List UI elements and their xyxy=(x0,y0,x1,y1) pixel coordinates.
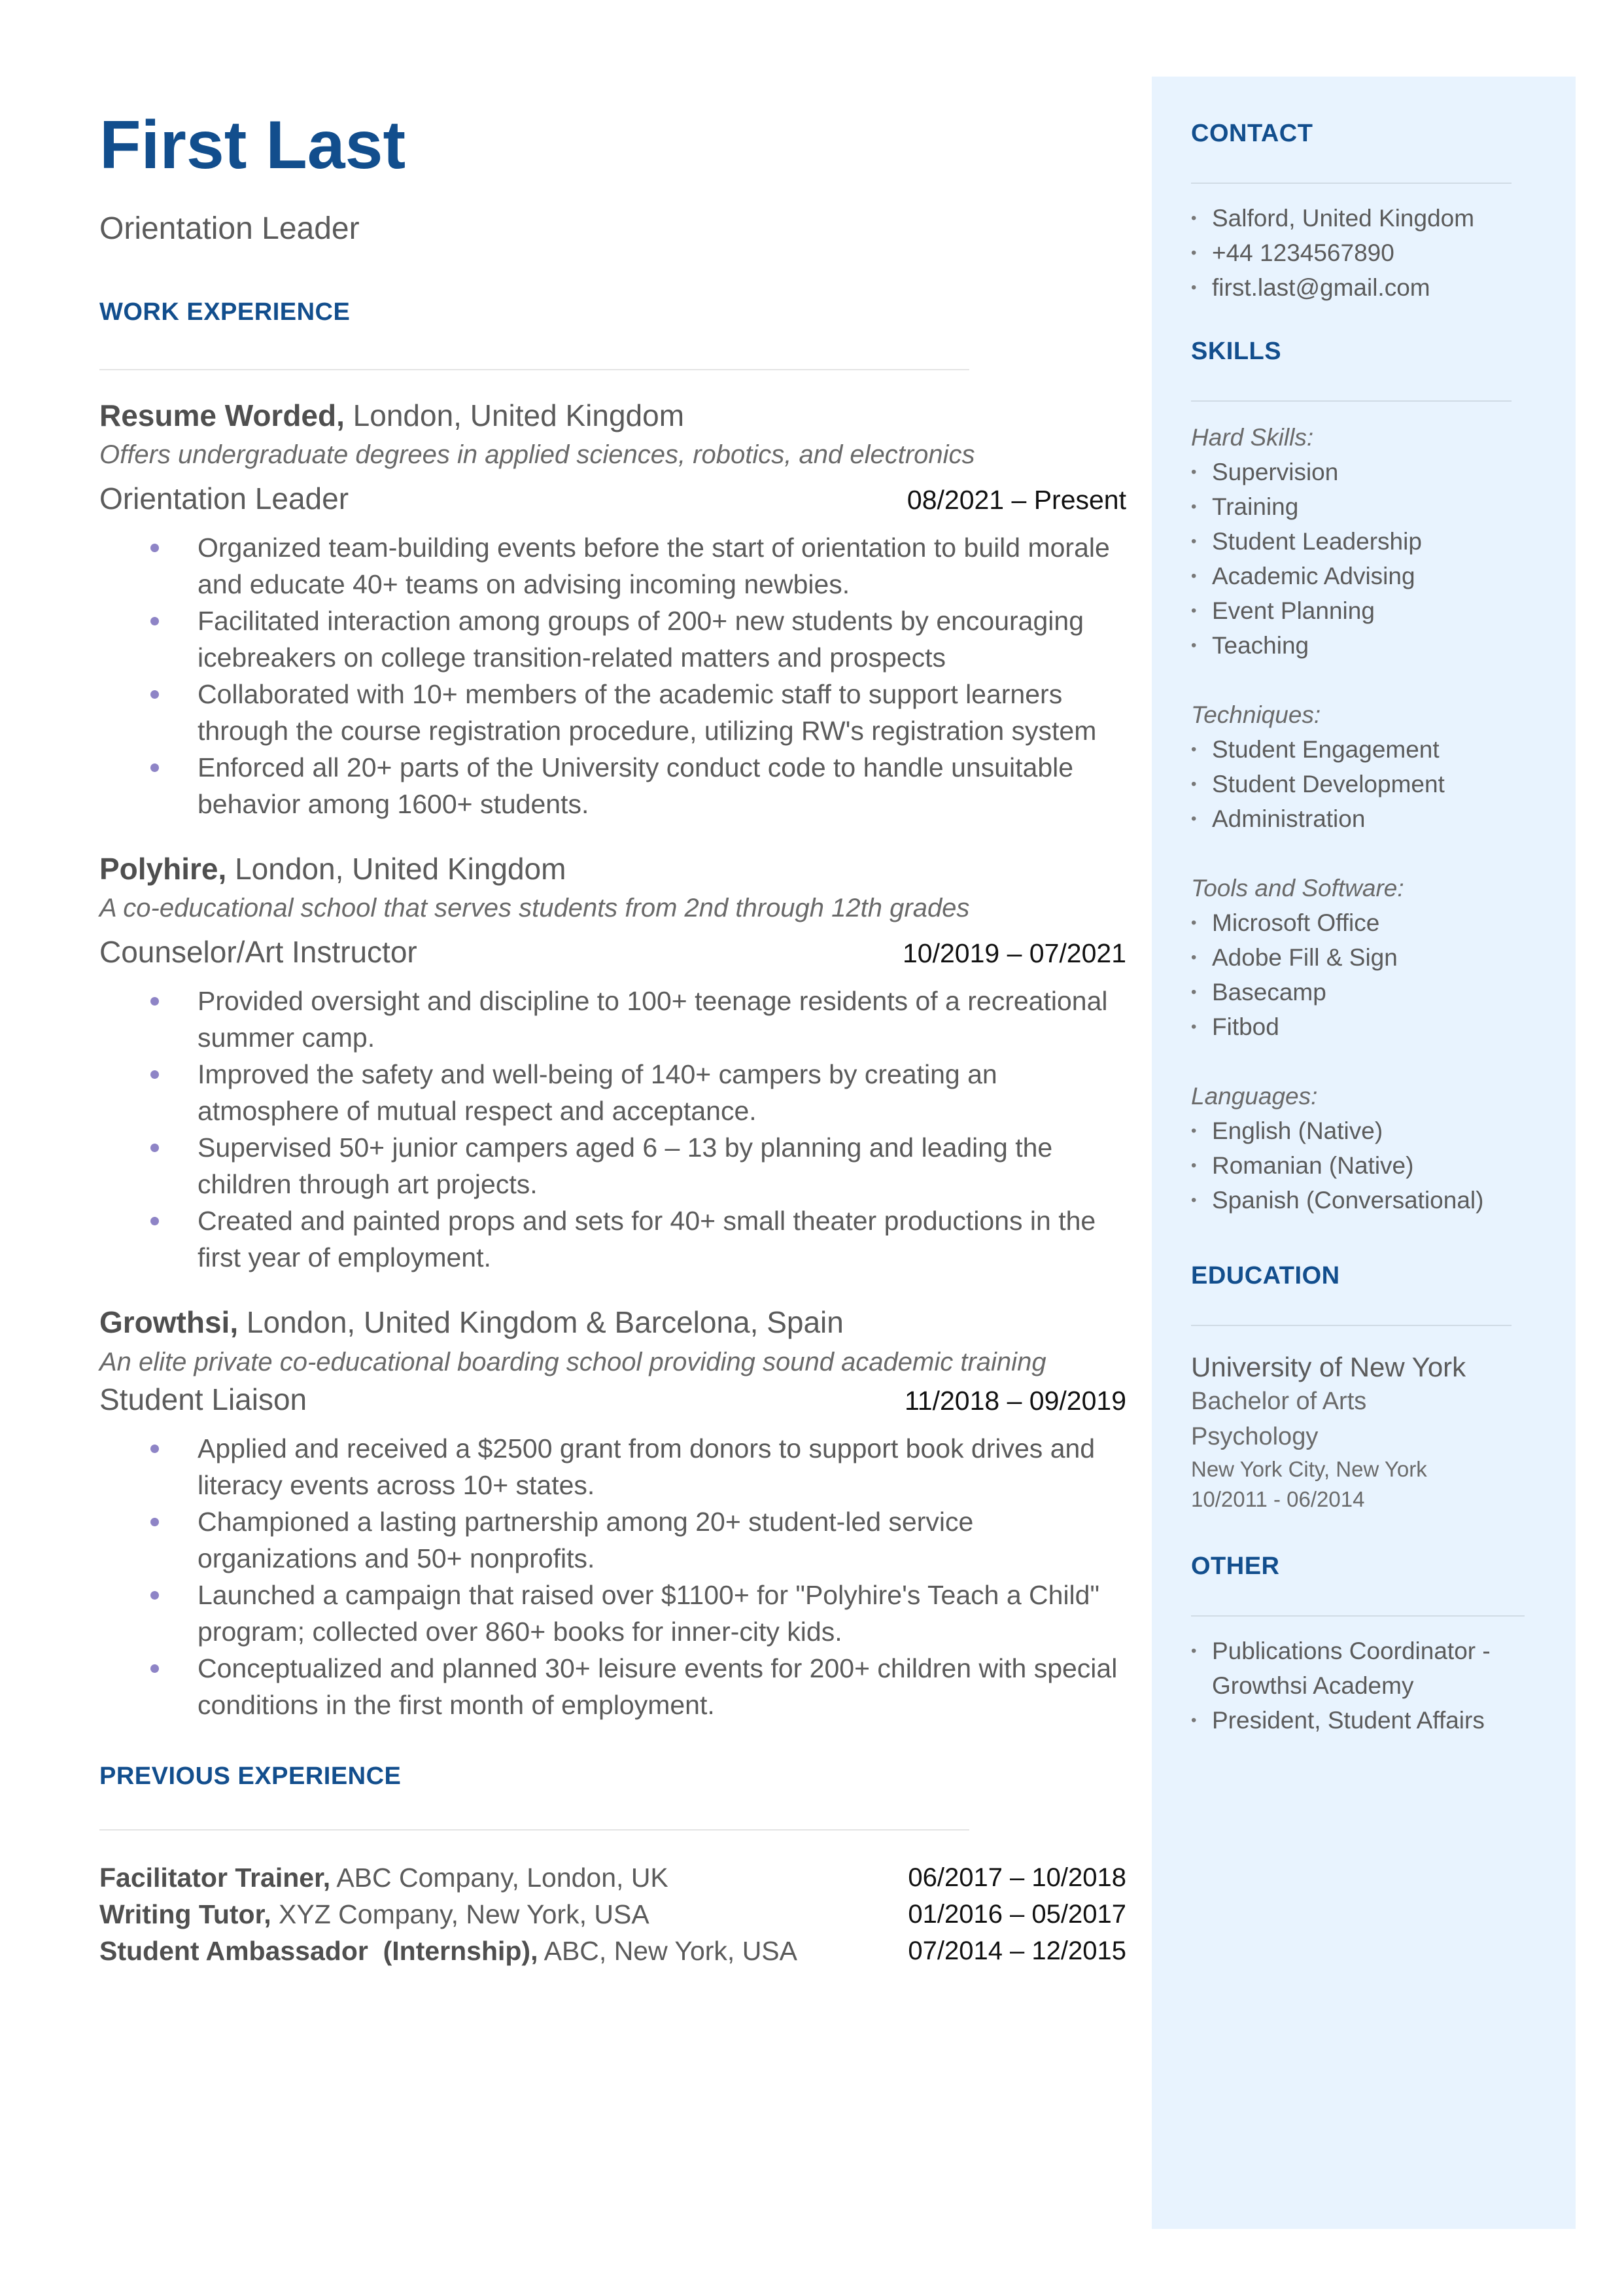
job-company-description: An elite private co-educational boarding school providing sound academic training xyxy=(99,1347,1046,1376)
job-entry xyxy=(99,1305,1126,1723)
job-bullet: Collaborated with 10+ members of the academic staff to support learners through the course registration procedure, utilizing RW's registration system xyxy=(99,676,1126,749)
skill-item: • Basecamp xyxy=(1191,975,1557,1009)
skill-item: • Event Planning xyxy=(1191,593,1557,628)
section-divider xyxy=(99,369,969,370)
contact-phone[interactable]: • +44 1234567890 xyxy=(1191,236,1557,270)
skill-item: • Administration xyxy=(1191,801,1557,836)
job-company: Polyhire, xyxy=(99,852,227,886)
skill-item: • Spanish (Conversational) xyxy=(1191,1183,1557,1218)
job-role: Counselor/Art Instructor xyxy=(99,935,417,970)
job-company: Resume Worded, xyxy=(99,398,345,432)
education-degree: Bachelor of Arts xyxy=(1191,1388,1367,1416)
skill-item: • Training xyxy=(1191,489,1557,524)
main-column xyxy=(99,107,1126,1969)
previous-item xyxy=(99,1859,1126,1896)
previous-role: Facilitator Trainer, xyxy=(99,1862,331,1893)
previous-place: ABC, New York, USA xyxy=(538,1935,797,1966)
skills-list xyxy=(1191,732,1557,836)
job-role: Orientation Leader xyxy=(99,482,349,516)
previous-item-title xyxy=(99,1896,649,1933)
job-bullets xyxy=(99,983,1126,1276)
job-location: London, United Kingdom xyxy=(226,852,566,886)
previous-dates: 07/2014 – 12/2015 xyxy=(908,1936,1126,1965)
job-bullet: Enforced all 20+ parts of the University conduct code to handle unsuitable behavior among 1600+ students. xyxy=(99,749,1126,822)
job-role-row xyxy=(99,934,1126,970)
skills-group-label: Hard Skills: xyxy=(1191,424,1314,451)
job-bullet: Conceptualized and planned 30+ leisure events for 200+ children with special conditions in the first month of employment. xyxy=(99,1650,1126,1723)
contact-email[interactable]: • first.last@gmail.com xyxy=(1191,270,1557,305)
candidate-name: First Last xyxy=(99,107,406,183)
skill-item: • Microsoft Office xyxy=(1191,905,1557,940)
job-role: Student Liaison xyxy=(99,1382,307,1416)
skills-list xyxy=(1191,1113,1557,1218)
section-divider xyxy=(1191,1615,1525,1617)
job-bullet: Provided oversight and discipline to 100+ teenage residents of a recreational summer camp. xyxy=(99,983,1126,1056)
education-heading: EDUCATION xyxy=(1191,1262,1340,1289)
job-bullets xyxy=(99,1430,1126,1723)
skill-item: • Adobe Fill & Sign xyxy=(1191,940,1557,975)
job-location: London, United Kingdom xyxy=(344,398,685,432)
sidebar-content xyxy=(1191,77,1557,1738)
skill-item: • Student Development xyxy=(1191,767,1557,801)
skill-item: • Academic Advising xyxy=(1191,559,1557,593)
previous-role: Student Ambassador (Internship), xyxy=(99,1935,538,1966)
skills-group xyxy=(1191,871,1557,1044)
job-company-line xyxy=(99,851,1126,887)
job-entry xyxy=(99,398,1126,822)
job-bullet: Created and painted props and sets for 40+ small theater productions in the first year of employment. xyxy=(99,1202,1126,1276)
contact-location: • Salford, United Kingdom xyxy=(1191,201,1557,236)
previous-item xyxy=(99,1933,1126,1969)
skill-item: • Student Leadership xyxy=(1191,524,1557,559)
job-bullet: Launched a campaign that raised over $1100+ for "Polyhire's Teach a Child" program; collected over 860+ books for inner-city kids. xyxy=(99,1577,1126,1650)
previous-experience-heading: PREVIOUS EXPERIENCE xyxy=(99,1762,402,1790)
job-dates: 11/2018 – 09/2019 xyxy=(905,1385,1126,1416)
work-experience-heading: WORK EXPERIENCE xyxy=(99,298,351,326)
skills-group xyxy=(1191,697,1557,836)
skill-item: • Teaching xyxy=(1191,628,1557,663)
skills-list xyxy=(1191,455,1557,663)
skill-item: • Fitbod xyxy=(1191,1009,1557,1044)
other-heading: OTHER xyxy=(1191,1552,1280,1581)
job-bullet: Championed a lasting partnership among 20+ student-led service organizations and 50+ nonprofits. xyxy=(99,1503,1126,1577)
other-item: • Publications Coordinator - Growthsi Academy xyxy=(1191,1634,1531,1703)
skills-list xyxy=(1191,905,1557,1044)
other-item: • President, Student Affairs xyxy=(1191,1703,1531,1738)
previous-role: Writing Tutor, xyxy=(99,1899,271,1929)
previous-place: XYZ Company, New York, USA xyxy=(271,1899,649,1929)
previous-experience-list xyxy=(99,1859,1126,1969)
section-divider xyxy=(1191,400,1512,402)
section-divider xyxy=(99,1829,969,1831)
job-bullet: Supervised 50+ junior campers aged 6 – 13 by planning and leading the children through art projects. xyxy=(99,1129,1126,1202)
education-dates: 10/2011 - 06/2014 xyxy=(1191,1487,1365,1512)
education-school: University of New York xyxy=(1191,1352,1466,1382)
sidebar xyxy=(1152,77,1576,2229)
skills-group-label: Techniques: xyxy=(1191,701,1321,728)
job-company-description: A co-educational school that serves students from 2nd through 12th grades xyxy=(99,894,970,923)
job-dates: 08/2021 – Present xyxy=(907,485,1126,516)
skills-group xyxy=(1191,1079,1557,1218)
previous-dates: 01/2016 – 05/2017 xyxy=(908,1899,1126,1929)
education-entry xyxy=(1191,1351,1557,1515)
job-bullet: Improved the safety and well-being of 140+ campers by creating an atmosphere of mutual respect and acceptance. xyxy=(99,1056,1126,1129)
skill-item: • Student Engagement xyxy=(1191,732,1557,767)
previous-item xyxy=(99,1896,1126,1933)
previous-item-title xyxy=(99,1859,668,1896)
skill-item: • Romanian (Native) xyxy=(1191,1148,1557,1183)
job-dates: 10/2019 – 07/2021 xyxy=(903,938,1126,969)
job-company-line xyxy=(99,398,1126,434)
job-entry xyxy=(99,851,1126,1276)
job-bullet: Organized team-building events before the start of orientation to build morale and educate 40+ teams on advising incoming newbies. xyxy=(99,529,1126,603)
job-bullet: Applied and received a $2500 grant from donors to support book drives and literacy events across 10+ states. xyxy=(99,1430,1126,1503)
education-major: Psychology xyxy=(1191,1423,1319,1451)
job-company-line xyxy=(99,1305,1126,1340)
contact-heading: CONTACT xyxy=(1191,120,1313,147)
contact-list xyxy=(1191,201,1557,305)
job-role-row xyxy=(99,481,1126,516)
skills-heading: SKILLS xyxy=(1191,338,1282,365)
job-company-description: Offers undergraduate degrees in applied sciences, robotics, and electronics xyxy=(99,440,975,470)
job-company: Growthsi, xyxy=(99,1305,239,1340)
skills-group-label: Tools and Software: xyxy=(1191,875,1404,902)
education-location: New York City, New York xyxy=(1191,1457,1427,1482)
skills-group xyxy=(1191,420,1557,663)
skill-item: • English (Native) xyxy=(1191,1113,1557,1148)
previous-dates: 06/2017 – 10/2018 xyxy=(908,1863,1126,1892)
skill-item: • Supervision xyxy=(1191,455,1557,489)
candidate-title: Orientation Leader xyxy=(99,211,360,246)
section-divider xyxy=(1191,1325,1512,1326)
previous-item-title xyxy=(99,1933,797,1969)
other-list xyxy=(1191,1634,1531,1738)
job-bullet: Facilitated interaction among groups of 200+ new students by encouraging icebreakers on college transition-related matters and prospects xyxy=(99,603,1126,676)
job-role-row xyxy=(99,1382,1126,1417)
section-divider xyxy=(1191,183,1512,184)
skills-group-label: Languages: xyxy=(1191,1083,1318,1110)
previous-place: ABC Company, London, UK xyxy=(330,1862,668,1893)
job-location: London, United Kingdom & Barcelona, Spain xyxy=(238,1305,844,1340)
job-bullets xyxy=(99,529,1126,822)
